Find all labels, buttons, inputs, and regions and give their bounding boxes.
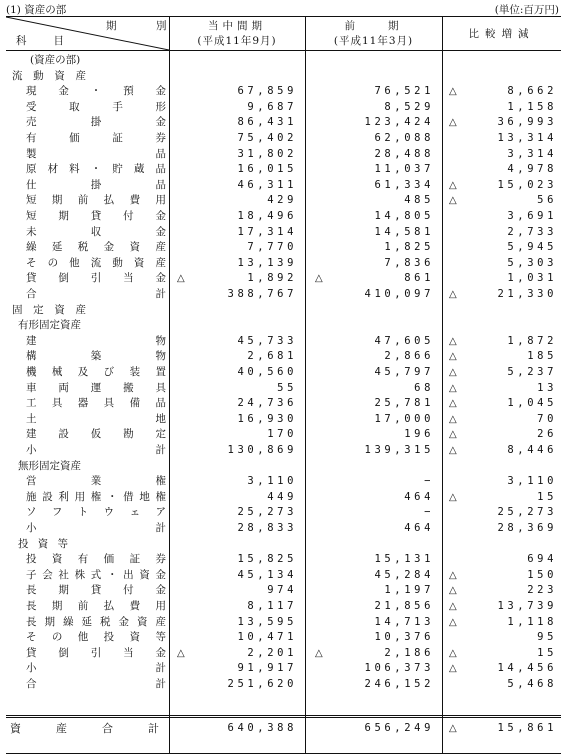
current-value: 16,930 [237,412,297,425]
negative-mark: △ [449,601,457,612]
difference-value: 4,978 [507,163,557,176]
difference-value: 13,739 [497,600,557,612]
row-label: 原 材 料 ・ 貯 蔵 品 [26,163,166,176]
current-value: 24,736 [237,397,297,410]
table-row [6,381,561,396]
table-row [6,271,561,286]
negative-mark: △ [449,491,457,503]
row-label: 車 両 運 搬 具 [26,381,166,394]
row-label: 子 会 社 株 式 ・ 出 資 金 [26,568,166,581]
difference-value: 1,118 [507,615,557,628]
difference-value: 694 [527,553,557,566]
current-value: 55 [277,381,297,394]
previous-value: 61,334 [374,178,434,191]
current-value: 45,134 [237,568,297,581]
difference-value: 185 [527,350,557,363]
difference-value: 70 [537,412,557,425]
row-label: そ の 他 投 資 等 [26,631,166,644]
row-label: 貸 倒 引 当 金 [26,272,166,285]
row-label: 売 掛 金 [26,116,166,129]
previous-value: 11,037 [374,163,434,176]
previous-value: 196 [404,428,434,441]
table-row [6,427,561,442]
current-value: 28,833 [237,522,297,534]
difference-value: 15,023 [497,178,557,191]
previous-value: 68 [414,381,434,394]
difference-value: 5,237 [507,366,557,378]
current-period-title: 当中間期 [208,20,266,32]
row-label: 建 物 [26,334,166,347]
difference-value: 5,468 [507,678,557,690]
row-label: 受 取 手 形 [26,100,166,113]
row-label: 有形固定資産 [18,319,81,332]
negative-mark: △ [449,445,457,456]
difference-value: 3,314 [507,147,557,160]
row-label: 合 計 [26,288,166,300]
table-row [6,303,561,318]
current-value: 251,620 [227,678,297,690]
negative-mark: △ [449,86,457,98]
current-value: 86,431 [237,116,297,129]
table-row [6,599,561,614]
table-row [6,396,561,411]
negative-mark: △ [449,569,457,581]
table-row [6,490,561,505]
row-label: 長 期 前 払 費 用 [26,600,166,612]
grand-total-diff: 15,861 [497,722,557,734]
current-value: 429 [267,194,297,207]
difference-value: 15 [537,490,557,503]
table-row [6,505,561,520]
current-value: 18,496 [237,210,297,222]
row-label: 小 計 [26,522,166,534]
row-label: 有 価 証 券 [26,132,166,144]
row-label: 貸 倒 引 当 金 [26,646,166,659]
table-row [6,240,561,255]
previous-value: 15,131 [374,553,434,566]
difference-value: 56 [537,194,557,207]
table-row [6,178,561,193]
row-label: 建 設 仮 勘 定 [26,428,166,441]
table-row [6,474,561,489]
negative-mark: △ [449,723,457,734]
header-rule [6,50,561,51]
current-value: 13,595 [237,615,297,628]
difference-value: 2,733 [507,225,557,238]
current-value: 974 [267,584,297,597]
current-value: 15,825 [237,553,297,566]
row-label: 土 地 [26,412,166,425]
previous-period-title: 前 期 [344,20,403,32]
page-header [6,2,559,16]
total-rule [6,715,561,718]
previous-value: 1,197 [384,584,434,597]
row-label: 繰 延 税 金 資 産 [26,241,166,254]
previous-value: 25,781 [374,397,434,410]
table-row [6,521,561,536]
difference-value: 8,446 [507,444,557,456]
difference-value: 3,691 [507,210,557,222]
negative-mark: △ [315,647,323,659]
negative-mark: △ [449,289,457,300]
table-row [6,677,561,692]
previous-value: 2,186 [384,646,434,659]
difference-value: 13,314 [497,132,557,144]
current-value: 3,110 [247,475,297,488]
table-row [6,630,561,645]
current-value: 1,892 [247,272,297,285]
previous-value: 1,825 [384,241,434,254]
current-value: 2,201 [247,646,297,659]
row-label: 短 期 前 払 費 用 [26,194,166,207]
table-row [6,365,561,380]
previous-value: 17,000 [374,412,434,425]
previous-value: 464 [404,490,434,503]
current-value: 40,560 [237,366,297,378]
row-label: 流 動 資 産 [12,69,86,82]
previous-value: 21,856 [374,600,434,612]
row-label: 投 資 等 [18,537,68,550]
row-label: 工 具 器 具 備 品 [26,397,166,410]
row-label: 無形固定資産 [18,459,81,472]
difference-value: 36,993 [497,116,557,129]
negative-mark: △ [449,335,457,347]
row-label: 未 収 金 [26,225,166,238]
previous-value: − [424,506,434,519]
table-row [6,100,561,115]
table-row [6,115,561,130]
table-row [6,412,561,427]
previous-value: − [424,475,434,488]
table-row [6,287,561,302]
difference-value: 14,456 [497,662,557,675]
row-label: 現 金 ・ 預 金 [26,85,166,98]
current-value: 388,767 [227,288,297,300]
difference-value: 15 [537,646,557,659]
difference-value: 28,369 [497,522,557,534]
previous-period-date: (平成11年3月) [333,35,414,47]
table-row [6,552,561,567]
negative-mark: △ [449,367,457,378]
row-label: 製 品 [26,147,166,160]
table-row [6,568,561,583]
row-label: 短 期 貸 付 金 [26,210,166,222]
previous-value: 28,488 [374,147,434,160]
previous-value: 106,373 [364,662,434,675]
negative-mark: △ [449,585,457,597]
table-row [6,661,561,676]
negative-mark: △ [449,117,457,129]
negative-mark: △ [449,195,457,207]
difference-value: 1,045 [507,397,557,410]
row-label: 機 械 及 び 装 置 [26,366,166,378]
section-title: (1) 資産の部 [6,4,67,16]
asset-table [6,16,561,754]
current-value: 16,015 [237,163,297,176]
grand-total-row [6,721,561,736]
negative-mark: △ [449,398,457,410]
row-label: (資産の部) [30,54,81,66]
negative-mark: △ [449,429,457,441]
period-header: 期 別 [106,20,169,32]
current-value: 46,311 [237,178,297,191]
table-row [6,225,561,240]
grand-total-current: 640,388 [227,722,297,734]
previous-value: 246,152 [364,678,434,690]
current-value: 91,917 [237,662,297,675]
table-row [6,162,561,177]
row-label: 長 期 繰 延 税 金 資 産 [26,615,166,628]
previous-value: 464 [404,522,434,534]
table-row [6,256,561,271]
negative-mark: △ [315,273,323,285]
table-row [6,69,561,84]
grand-total-label: 資 産 合 計 [10,722,160,735]
current-value: 25,273 [237,506,297,519]
difference-value: 5,303 [507,256,557,269]
current-value: 13,139 [237,256,297,269]
negative-mark: △ [177,273,185,285]
previous-value: 14,713 [374,615,434,628]
difference-value: 8,662 [507,85,557,98]
table-row [6,209,561,224]
row-label: 構 築 物 [26,350,166,363]
table-row [6,53,561,68]
difference-value: 25,273 [497,506,557,519]
previous-value: 62,088 [374,132,434,144]
current-value: 31,802 [237,147,297,160]
table-row [6,646,561,661]
row-label: 施 設 利 用 権 ・ 借 地 権 [26,490,166,503]
difference-value: 26 [537,428,557,441]
row-label: 長 期 貸 付 金 [26,584,166,597]
row-label: 営 業 権 [26,475,166,488]
negative-mark: △ [449,382,457,394]
table-row [6,131,561,146]
current-value: 2,681 [247,350,297,363]
previous-value: 861 [404,272,434,285]
negative-mark: △ [449,351,457,363]
table-row [6,334,561,349]
current-value: 130,869 [227,444,297,456]
previous-value: 45,284 [374,568,434,581]
current-value: 8,117 [247,600,297,612]
previous-value: 8,529 [384,100,434,113]
row-label: 小 計 [26,662,166,675]
table-row [6,443,561,458]
negative-mark: △ [449,413,457,425]
current-value: 10,471 [237,631,297,644]
current-value: 170 [267,428,297,441]
previous-value: 410,097 [364,288,434,300]
current-period-date: (平成11年9月) [197,35,277,47]
row-label: 小 計 [26,444,166,456]
unit-label: (単位:百万円) [494,4,559,16]
difference-value: 21,330 [497,288,557,300]
difference-value: 1,158 [507,100,557,113]
difference-value: 3,110 [507,475,557,488]
row-label: 合 計 [26,678,166,690]
current-value: 7,770 [247,241,297,254]
previous-value: 76,521 [374,85,434,98]
previous-value: 485 [404,194,434,207]
table-row [6,193,561,208]
previous-value: 10,376 [374,631,434,644]
row-label: 投 資 有 価 証 券 [26,553,166,566]
previous-value: 123,424 [364,116,434,129]
previous-value: 14,805 [374,210,434,222]
negative-mark: △ [177,647,185,659]
difference-value: 95 [537,631,557,644]
item-header: 科 目 [16,35,66,47]
previous-value: 2,866 [384,350,434,363]
current-value: 9,687 [247,100,297,113]
table-row [6,583,561,598]
row-label: そ の 他 流 動 資 産 [26,256,166,269]
difference-value: 150 [527,568,557,581]
negative-mark: △ [449,647,457,659]
current-value: 449 [267,490,297,503]
previous-value: 47,605 [374,334,434,347]
negative-mark: △ [449,663,457,675]
grand-total-previous: 656,249 [364,722,434,734]
row-label: 固 定 資 産 [12,303,86,316]
difference-value: 1,031 [507,272,557,285]
table-row [6,615,561,630]
previous-value: 7,836 [384,256,434,269]
current-value: 67,859 [237,85,297,98]
table-row [6,349,561,364]
difference-value: 5,945 [507,241,557,254]
difference-value: 223 [527,584,557,597]
previous-value: 45,797 [374,366,434,378]
negative-mark: △ [449,616,457,628]
table-row [6,84,561,99]
previous-value: 139,315 [364,444,434,456]
row-label: ソ フ ト ウ ェ ア [26,506,166,519]
current-value: 75,402 [237,132,297,144]
table-row [6,318,561,333]
difference-value: 13 [537,381,557,394]
table-row [6,537,561,552]
negative-mark: △ [449,179,457,191]
table-row [6,459,561,474]
current-value: 17,314 [237,225,297,238]
row-label: 仕 掛 品 [26,178,166,191]
difference-title: 比較増減 [468,28,535,40]
difference-value: 1,872 [507,334,557,347]
current-value: 45,733 [237,334,297,347]
table-row [6,147,561,162]
previous-value: 14,581 [374,225,434,238]
